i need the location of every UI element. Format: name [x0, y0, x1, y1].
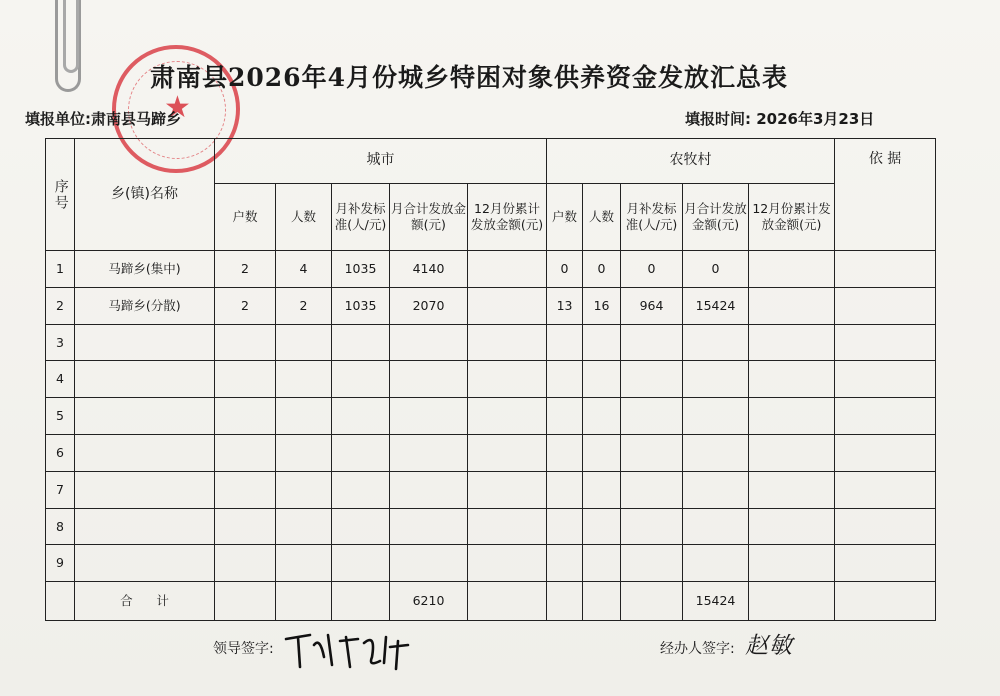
header-city-people: 人数: [276, 184, 332, 251]
cell-rural-standard: [621, 508, 683, 545]
cell-city-monthly: 4140: [390, 251, 468, 288]
handler-signature: [660, 627, 793, 660]
cell-city-standard: [332, 508, 390, 545]
cell-city-people: [276, 471, 332, 508]
cell-rural-dec: [749, 324, 835, 361]
cell-city-dec: [468, 545, 547, 582]
total-label: 合 计: [75, 582, 215, 621]
header-seq: 序号: [46, 139, 75, 251]
cell-name: [75, 361, 215, 398]
leader-signature-scribble: [280, 627, 420, 671]
cell-city-people: [276, 324, 332, 361]
cell-rural-households: [547, 508, 583, 545]
table-row: [46, 324, 936, 361]
header-city: 城市: [215, 139, 547, 184]
total-rural-standard: [621, 582, 683, 621]
cell-basis: [835, 324, 936, 361]
cell-rural-dec: [749, 287, 835, 324]
cell-rural-households: [547, 434, 583, 471]
cell-rural-standard: [621, 471, 683, 508]
total-row: [46, 582, 936, 621]
cell-seq: 6: [46, 434, 75, 471]
cell-rural-standard: [621, 398, 683, 435]
header-rural-households: 户数: [547, 184, 583, 251]
cell-city-monthly: [390, 471, 468, 508]
cell-basis: [835, 471, 936, 508]
header-rural-monthly-total: 月合计发放金额(元): [683, 184, 749, 251]
total-city-monthly: 6210: [390, 582, 468, 621]
cell-city-dec: [468, 508, 547, 545]
cell-city-standard: [332, 471, 390, 508]
cell-city-people: [276, 545, 332, 582]
cell-seq: 3: [46, 324, 75, 361]
cell-rural-people: [583, 434, 621, 471]
leader-signature: [213, 627, 420, 671]
cell-rural-people: [583, 545, 621, 582]
cell-name: [75, 398, 215, 435]
cell-city-households: [215, 434, 276, 471]
cell-seq: 4: [46, 361, 75, 398]
header-rural-standard: 月补发标准(人/元): [621, 184, 683, 251]
cell-rural-dec: [749, 398, 835, 435]
cell-rural-dec: [749, 434, 835, 471]
cell-rural-dec: [749, 545, 835, 582]
table-row: [46, 508, 936, 545]
header-name: 乡(镇)名称: [75, 139, 215, 251]
cell-city-standard: 1035: [332, 287, 390, 324]
cell-city-dec: [468, 398, 547, 435]
cell-seq: 5: [46, 398, 75, 435]
cell-seq: 2: [46, 287, 75, 324]
cell-rural-people: [583, 398, 621, 435]
total-city-households: [215, 582, 276, 621]
cell-seq: 7: [46, 471, 75, 508]
total-city-dec: [468, 582, 547, 621]
cell-rural-monthly: [683, 434, 749, 471]
cell-city-monthly: [390, 324, 468, 361]
cell-basis: [835, 508, 936, 545]
cell-rural-people: 16: [583, 287, 621, 324]
cell-city-standard: [332, 434, 390, 471]
cell-basis: [835, 398, 936, 435]
cell-city-households: 2: [215, 251, 276, 288]
leader-signature-label: 领导签字:: [213, 641, 274, 657]
cell-seq: 8: [46, 508, 75, 545]
cell-rural-monthly: [683, 398, 749, 435]
cell-city-monthly: [390, 398, 468, 435]
cell-city-dec: [468, 434, 547, 471]
cell-city-households: [215, 398, 276, 435]
cell-city-households: [215, 324, 276, 361]
cell-city-monthly: 2070: [390, 287, 468, 324]
table-row: [46, 361, 936, 398]
cell-name: [75, 434, 215, 471]
header-city-households: 户数: [215, 184, 276, 251]
cell-seq: 9: [46, 545, 75, 582]
handler-signature-name: 赵敏: [745, 633, 794, 659]
cell-city-households: [215, 361, 276, 398]
total-rural-people: [583, 582, 621, 621]
summary-table: [45, 138, 936, 621]
total-rural-monthly: 15424: [683, 582, 749, 621]
cell-rural-standard: [621, 324, 683, 361]
total-rural-households: [547, 582, 583, 621]
cell-city-people: 2: [276, 287, 332, 324]
paper-clip: [55, 0, 81, 92]
cell-name: [75, 545, 215, 582]
cell-city-dec: [468, 287, 547, 324]
cell-city-monthly: [390, 361, 468, 398]
cell-city-dec: [468, 251, 547, 288]
cell-city-monthly: [390, 545, 468, 582]
cell-name: [75, 471, 215, 508]
cell-rural-monthly: [683, 471, 749, 508]
table-row: [46, 471, 936, 508]
cell-name: 马蹄乡(集中): [75, 251, 215, 288]
cell-city-people: [276, 434, 332, 471]
cell-rural-dec: [749, 361, 835, 398]
table-row: [46, 287, 936, 324]
cell-rural-dec: [749, 508, 835, 545]
cell-rural-monthly: [683, 324, 749, 361]
reporting-date: 填报时间: 2026年3月23日: [685, 110, 875, 128]
cell-rural-households: [547, 545, 583, 582]
cell-rural-standard: 0: [621, 251, 683, 288]
table-row: [46, 251, 936, 288]
header-city-dec-total: 12月份累计发放金额(元): [468, 184, 547, 251]
cell-city-dec: [468, 471, 547, 508]
seal-star-icon: ★: [164, 90, 191, 125]
cell-basis: [835, 361, 936, 398]
header-city-standard: 月补发标准(人/元): [332, 184, 390, 251]
total-city-people: [276, 582, 332, 621]
header-rural-dec-total: 12月份累计发放金额(元): [749, 184, 835, 251]
cell-rural-dec: [749, 471, 835, 508]
cell-name: 马蹄乡(分散): [75, 287, 215, 324]
total-basis: [835, 582, 936, 621]
header-rural: 农牧村: [547, 139, 835, 184]
cell-city-standard: 1035: [332, 251, 390, 288]
cell-city-monthly: [390, 508, 468, 545]
cell-rural-standard: [621, 545, 683, 582]
cell-basis: [835, 434, 936, 471]
cell-seq: 1: [46, 251, 75, 288]
cell-rural-people: [583, 324, 621, 361]
cell-rural-households: [547, 398, 583, 435]
cell-city-monthly: [390, 434, 468, 471]
cell-basis: [835, 251, 936, 288]
cell-city-dec: [468, 324, 547, 361]
cell-city-households: [215, 471, 276, 508]
cell-rural-monthly: 0: [683, 251, 749, 288]
cell-city-people: [276, 361, 332, 398]
cell-rural-people: [583, 508, 621, 545]
cell-city-standard: [332, 324, 390, 361]
cell-rural-households: [547, 324, 583, 361]
cell-city-standard: [332, 545, 390, 582]
cell-rural-people: [583, 471, 621, 508]
cell-rural-standard: [621, 361, 683, 398]
header-city-monthly-total: 月合计发放金额(元): [390, 184, 468, 251]
cell-city-standard: [332, 398, 390, 435]
cell-rural-households: [547, 471, 583, 508]
table-row: [46, 545, 936, 582]
total-seq-cell: [46, 582, 75, 621]
cell-rural-standard: [621, 434, 683, 471]
cell-city-dec: [468, 361, 547, 398]
reporting-unit: 填报单位:肃南县马蹄乡: [25, 110, 181, 128]
cell-rural-monthly: [683, 545, 749, 582]
document-title: 肃南县2026年4月份城乡特困对象供养资金发放汇总表: [150, 63, 788, 92]
cell-city-households: [215, 508, 276, 545]
cell-rural-dec: [749, 251, 835, 288]
cell-rural-monthly: [683, 361, 749, 398]
cell-rural-monthly: [683, 508, 749, 545]
cell-city-households: [215, 545, 276, 582]
cell-basis: [835, 287, 936, 324]
total-city-standard: [332, 582, 390, 621]
table-row: [46, 398, 936, 435]
header-basis: 依 据: [835, 139, 936, 251]
cell-city-people: 4: [276, 251, 332, 288]
cell-rural-monthly: 15424: [683, 287, 749, 324]
cell-city-standard: [332, 361, 390, 398]
cell-city-people: [276, 398, 332, 435]
cell-rural-households: 13: [547, 287, 583, 324]
cell-rural-standard: 964: [621, 287, 683, 324]
header-rural-people: 人数: [583, 184, 621, 251]
cell-name: [75, 324, 215, 361]
cell-rural-people: [583, 361, 621, 398]
cell-rural-households: [547, 361, 583, 398]
cell-basis: [835, 545, 936, 582]
table-row: [46, 434, 936, 471]
cell-rural-households: 0: [547, 251, 583, 288]
cell-city-people: [276, 508, 332, 545]
handler-signature-label: 经办人签字:: [660, 641, 735, 657]
cell-city-households: 2: [215, 287, 276, 324]
cell-rural-people: 0: [583, 251, 621, 288]
total-rural-dec: [749, 582, 835, 621]
cell-name: [75, 508, 215, 545]
